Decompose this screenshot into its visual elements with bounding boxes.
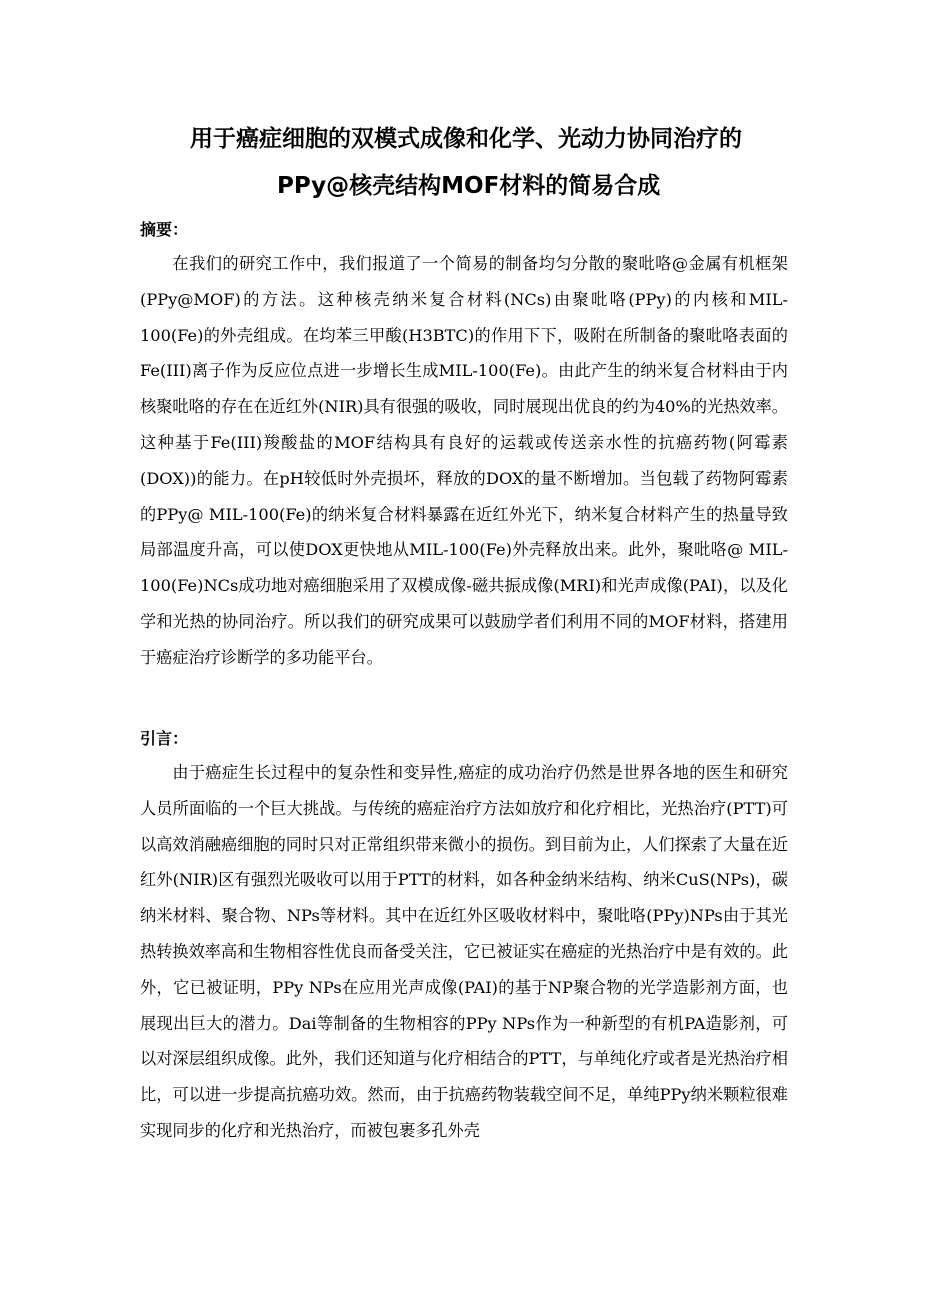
- introduction-heading: 引言：: [140, 729, 189, 748]
- introduction-paragraph: 由于癌症生长过程中的复杂性和变异性,癌症的成功治疗仍然是世界各地的医生和研究人员所面临的一个巨大挑战。与传统的癌症治疗方法如放疗和化疗相比，光热治疗(PTT)可以高效消融癌细胞的同时只对正常组织带来微小的损伤。到目前为止，人们探索了大量在近红外(NIR)区有强烈光吸收可以用于PTT的材料，如各种金纳米结构、纳米CuS(NPs)，碳纳米材料、聚合物、NPs等材料。其中在近红外区吸收材料中，聚吡咯(PPy)NPs由于其光热转换效率高和生物相容性优良而备受关注，它已被证实在癌症的光热治疗中是有效的。此外，它已被证明，PPy NPs在应用光声成像(PAI)的基于NP聚合物的光学造影剂方面，也展现出巨大的潜力。Dai等制备的生物相容的PPy NPs作为一种新型的有机PA造影剂，可以对深层组织成像。此外，我们还知道与化疗相结合的PTT，与单纯化疗或者是光热治疗相比，可以进一步提高抗癌功效。然而，由于抗癌药物装载空间不足，单纯PPy纳米颗粒很难实现同步的化疗和光热治疗，而被包裹多孔外壳: [140, 763, 788, 1140]
- paper-title-line-1: 用于癌症细胞的双模式成像和化学、光动力协同治疗的: [190, 126, 742, 152]
- paper-title-line-2: PPy@核壳结构MOF材料的简易合成: [277, 173, 661, 199]
- abstract-paragraph: 在我们的研究工作中，我们报道了一个简易的制备均匀分散的聚吡咯@金属有机框架(PPy@MOF)的方法。这种核壳纳米复合材料(NCs)由聚吡咯(PPy)的内核和MIL-100(Fe)的外壳组成。在均苯三甲酸(H3BTC)的作用下下，吸附在所制备的聚吡咯表面的Fe(III)离子作为反应位点进一步增长生成MIL-100(Fe)。由此产生的纳米复合材料由于内核聚吡咯的存在在近红外(NIR)具有很强的吸收，同时展现出优良的约为40%的光热效率。这种基于Fe(III)羧酸盐的MOF结构具有良好的运载或传送亲水性的抗癌药物(阿霉素(DOX))的能力。在pH较低时外壳损坏，释放的DOX的量不断增加。当包载了药物阿霉素的PPy@ MIL-100(Fe)的纳米复合材料暴露在近红外光下，纳米复合材料产生的热量导致局部温度升高，可以使DOX更快地从MIL-100(Fe)外壳释放出来。此外，聚吡咯@ MIL-100(Fe)NCs成功地对癌细胞采用了双模成像-磁共振成像(MRI)和光声成像(PAI)，以及化学和光热的协同治疗。所以我们的研究成果可以鼓励学者们利用不同的MOF材料，搭建用于癌症治疗诊断学的多功能平台。: [140, 254, 788, 667]
- abstract-heading: 摘要：: [140, 220, 189, 239]
